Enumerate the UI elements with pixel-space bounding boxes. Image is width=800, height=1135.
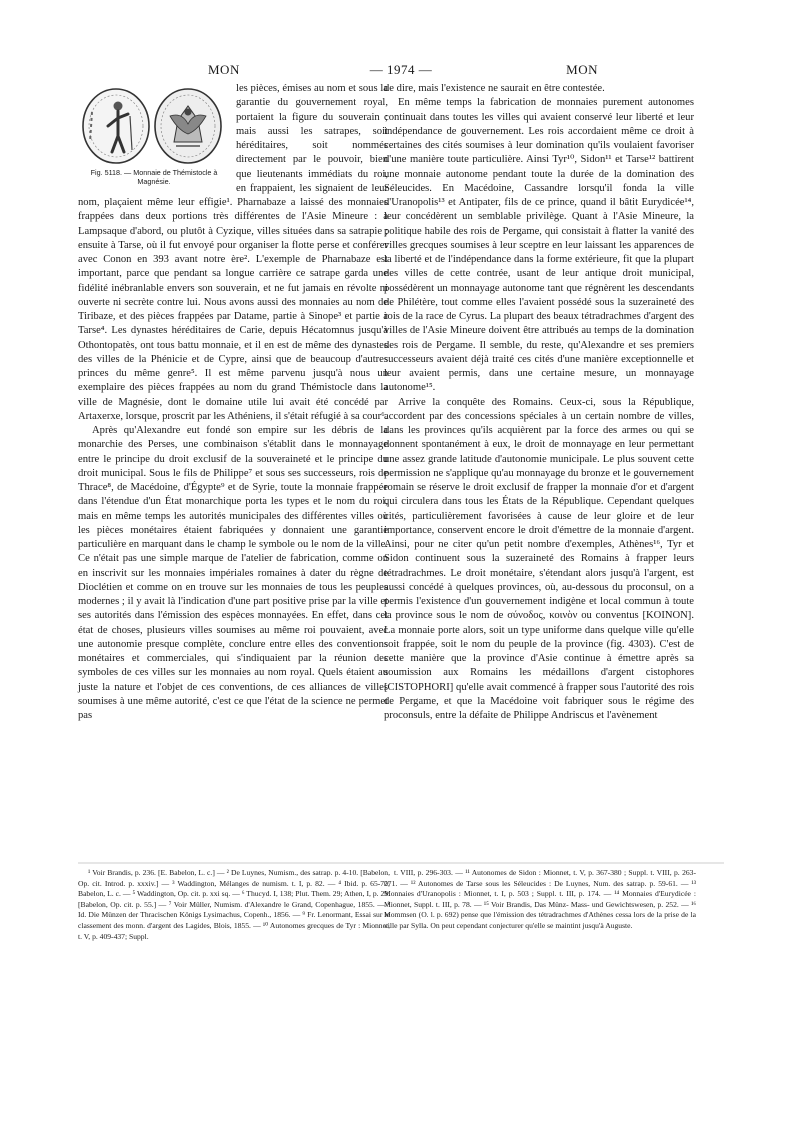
coin-illustration-icon (78, 86, 228, 166)
header-left: MON (208, 62, 240, 77)
paragraph: Arrive la conquête des Romains. Ceux-ci, sous la République, accordent par des concessions spéciales à un certain nombre de villes, dans les provinces qu'ils acquièrent par la force des armes ou qui se donnent spontanément à eux, le droit de monnayage en leur permettant une assez grande latitude d'autonomie municipale. Le plus souvent cette permission ne s'applique qu'au monnayage du bronze et le gouvernement romain se réserve le droit exclusif de frapper la monnaie d'or et d'argent qui circulera dans tous les États de la République. Cependant quelques cités, particulièrement favorisées à cause de leur gloire et de leur importance, conservent encore le droit d'émettre de la monnaie d'argent. Ainsi, pour ne citer qu'un petit nombre d'exemples, Athènes¹⁶, Tyr et Sidon continuent sous la suzeraineté des Romains à frapper leurs tétradrachmes. Le droit monétaire, s'étendant alors jusqu'à l'argent, est aussi concédé à quelques provinces, où, au-dessous du proconsul, on a permis l'existence d'un gouvernement indigène et local commun à toute la province sous le nom de σύνοδος, κοινὸν ou conventus [KOINON]. La monnaie porte alors, soit un type uniforme dans quelque ville qu'elle soit frappée, soit le nom du peuple de la province (fig. 4303). C'est de cette manière que la province d'Asie continue à émettre après sa soumission aux Romains les médaillons d'argent cistophores [CISTOPHORI] qu'elle avait commencé à frapper sous l'autorité des rois de Pergame, et que la Macédoine voit fabriquer sous le régime des proconsuls, entre la défaite de Philippe Andriscus et l'avènement (384, 396, 694, 721)
paragraph: de dire, mais l'existence ne saurait en être contestée. (384, 83, 605, 94)
paragraph: En même temps la fabrication de monnaies purement autonomes continuait dans toutes les villes qui avaient conservé leur liberté et leur indépendance de gouvernement. Les rois accordaient même ce droit à certaines des cités soumises à leur domination qu'ils voulaient favoriser d'une manière toute particulière. Ainsi Tyr¹⁰, Sidon¹¹ et Tarse¹² battirent une monnaie autonome pendant toute la durée de la domination des Séleucides. En Macédoine, Cassandre lorsqu'il fonda la ville d'Uranopolis¹³ et Antipater, fils de ce prince, quand il bâtit Eurydicée¹⁴, leur concédèrent un semblable privilège. Quant à l'Asie Mineure, la politique habile des rois de Pergame, qui consistait à flatter la vanité des villes grecques soumises à leur sceptre en leur laissant les apparences de la liberté et de l'indépendance dans la forme extérieure, fit que la plupart des villes de cette contrée, usant de leur antique droit municipal, possédèrent un monnayage autonome tant que régnèrent les descendants de Philétère, tout comme elles l'avaient possédé sous la suzeraineté des rois de la race de Cyrus. La plupart des beaux tétradrachmes d'argent des villes de l'Asie Mineure doivent être attribués au temps de la domination des rois de Pergame. Il semble, du reste, qu'Alexandre et ses premiers successeurs avaient déjà traité ces cités d'une manière exceptionnelle et leur avaient permis, dans une certaine mesure, un monnayage autonome¹⁵. (384, 97, 694, 394)
footnote-text: t. VIII, p. 296-303. — ¹¹ Autonomes de Sidon : Mionnet, t. V, p. 367-380 ; Suppl. t. VIII, p. 263-271. — ¹² Autonomes de Tarse sous les Séleucides : De Luynes, Num. des satrap. p. 59-61. — ¹³ Monnaies d'Uranopolis : Mionnet, t. I, p. 503 ; Suppl. t. III, p. 174. — ¹⁴ Monnaies d'Eurydicée : Mionnet, Suppl. t. III, p. 78. — ¹⁵ Voir Brandis, Das Münz- Mass- und Gewichtswesen, p. 252. — ¹⁶ Mommsen (O. l. p. 692) pense que l'émission des tétradrachmes d'Athènes cessa lors de la prise de la ville par Sylla. On peut cependant conjecturer qu'elle se maintint jusqu'à Auguste. (384, 868, 696, 930)
footnotes-left (78, 868, 390, 942)
coin-figure (78, 86, 230, 186)
paragraph: les pièces, émises au nom et sous la garantie du gouvernement royal, portaient la figure du souverain ; mais aussi les satrapes, soit héréditaires, soit nommés directement par le pouvoir, bien que lieutenants immédiats du roi, en frappaient, les signaient de leur nom, plaçaient même leur effigie¹. Pharnabaze a laissé des monnaies frappées dans deux portions très différentes de l'Asie Mineure : à Lampsaque d'abord, ou plutôt à Cyzique, villes situées dans sa satrapie ; ensuite à Tarse, où il fut envoyé pour organiser la flotte perse et conférer avec Conon en 393 avant notre ère². L'exemple de Pharnabaze est important, parce que pendant sa longue carrière ce satrape garda une fidélité inébranlable envers son souverain, et ne fut jamais en révolte ni ouverte ni secrète contre lui. Nous avons aussi des monnaies au nom de Tiribaze, et des pièces frappées par Datame, partie à Sinope³ et partie à Tarse⁴. Les dynastes héréditaires de Carie, depuis Hécatomnus jusqu'à Othontopatès, ont tous battu monnaie, et il en est de même des dynastes des villes de la Phénicie et de Cypre, ainsi que de beaucoup d'autres princes du même genre⁵. Il est même parvenu jusqu'à nous un exemplaire des pièces frappées au nom du grand Thémistocle dans la ville de Magnésie, dont le domaine utile lui avait été concédé par Artaxerxe, lorsque, proscrit par les Athéniens, il s'était réfugié à sa cour⁶. (78, 83, 388, 422)
footnote-separator (78, 862, 724, 864)
left-column (78, 82, 388, 723)
page-number: — 1974 — (369, 62, 433, 77)
right-column (384, 82, 694, 723)
running-header (78, 62, 724, 80)
header-right: MON (566, 62, 598, 77)
paragraph: Après qu'Alexandre eut fondé son empire sur les débris de la monarchie des Perses, une combinaison s'établit dans le monnayage entre le principe du droit exclusif de la souveraineté et le principe du droit municipal. Sous le fils de Philippe⁷ et sous ses successeurs, rois de Thrace⁸, de Macédoine, d'Égypte⁹ et de Syrie, toute la monnaie frappée dans l'étendue d'un État monarchique porta les types et le nom du roi, mais en même temps les autorités municipales des différentes villes où les pièces monétaires étaient fabriquées y donnaient une garantie particulière en marquant dans le champ le symbole ou le nom de la ville. Ce n'était pas une simple marque de l'atelier de fabrication, comme on en inscrivit sur les monnaies impériales romaines à dater du règne de Dioclétien et comme on en trouve sur les monnaies de tous les peuples modernes ; il y avait là l'indication d'une part positive prise par la ville et ses autorités dans l'émission des espèces monnayées. En effet, dans cet état de choses, plusieurs villes soumises au même roi pouvaient, avec une autonomie presque complète, conclure entre elles des conventions monétaires et commerciales, qui s'indiquaient par la réunion des symboles de ces villes sur les monnaies au nom royal. Quels étaient au juste la nature et l'objet de ces conventions, de ces alliances de villes soumises à une même autorité, c'est ce que l'état de la science ne permet pas (78, 425, 388, 721)
figure-caption: Fig. 5118. — Monnaie de Thémistocle à Magnésie. (90, 168, 218, 186)
footnotes-right (384, 868, 696, 932)
footnote-text: ¹ Voir Brandis, p. 236. [E. Babelon, L. c.] — ² De Luynes, Numism., des satrap. p. 4-10. [Babelon, Op. cit. Introd. p. xxxiv.] — ³ Waddington, Mélanges de numism. t. I, p. 82. — ⁴ Ibid. p. 65-70; Babelon, L. c. — ⁵ Waddington, Op. cit. p. xxi sq. — ⁶ Thucyd. I, 138; Plut. Them. 29; Athen, I, p. 29. [Babelon, Op. cit. p. 55.] — ⁷ Voir Müller, Numism. d'Alexandre le Grand, Copenhague, 1855. — ⁸ Id. Die Münzen der Thracischen Königs Lysimachus, Copenh., 1856. — ⁹ Fr. Lenormant, Essai sur le classement des monn. d'argent des Lagides, Blois, 1855. — ¹⁰ Autonomes grecques de Tyr : Mionnet, t. V, p. 409-437; Suppl. (78, 868, 390, 941)
